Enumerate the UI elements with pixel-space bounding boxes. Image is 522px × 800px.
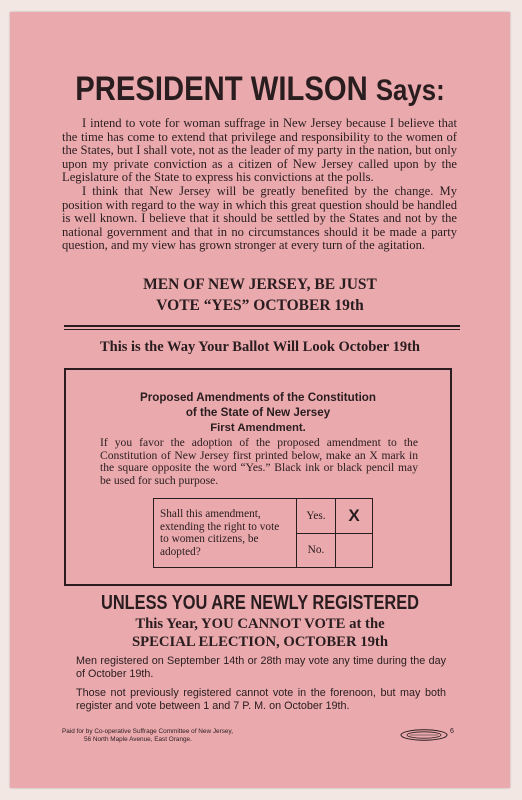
appeal-line-2: VOTE “YES” OCTOBER 19th	[156, 297, 364, 314]
printer-number: 6	[450, 728, 454, 735]
ballot-subtitle: First Amendment.	[210, 422, 306, 434]
union-label-icon	[400, 729, 448, 741]
sample-ballot	[64, 368, 452, 586]
yes-checkbox[interactable]: X	[336, 499, 373, 534]
registration-warning	[10, 615, 510, 651]
divider	[64, 325, 460, 327]
ballot-instructions: If you favor the adoption of the proposed amendment to the Constitution of New Jersey first printed below, make an X mark in the square opposite the word “Yes.” Black ink or black pencil may be used for such purpose.	[100, 436, 418, 487]
ballot-title-line-2: of the State of New Jersey	[185, 406, 331, 419]
title-main: PRESIDENT WILSON	[75, 70, 368, 108]
ballot-title	[66, 390, 450, 420]
quote-paragraph-2: I think that New Jersey will be greatly benefited by the change. My position with regard to the way in which this great question should be handled is well known. I believe that it should be settled by the States and not by the national government and that in no circumstances should it be made a party question, and my view has grown stronger at every turn of the agitation.	[62, 183, 457, 253]
ballot-heading: This is the Way Your Ballot Will Look October 19th	[100, 339, 420, 355]
appeal	[10, 274, 510, 316]
ballot-row-yes	[154, 499, 373, 534]
registration-warning-heading: UNLESS YOU ARE NEWLY REGISTERED	[100, 592, 420, 614]
registration-warning-line-1: This Year, YOU CANNOT VOTE at the	[135, 616, 385, 632]
registration-detail-1: Men registered on September 14th or 28th may vote any time during the day of October 19th.	[76, 655, 446, 681]
registration-details	[76, 655, 446, 719]
paid-for-line-1: Paid for by Co-operative Suffrage Committee of New Jersey,	[62, 728, 233, 735]
appeal-line-1: MEN OF NEW JERSEY, BE JUST	[143, 276, 377, 293]
ballot-question: Shall this amendment, extending the right to vote to women citizens, be adopted?	[154, 499, 297, 568]
paid-for-notice	[62, 728, 233, 744]
paid-for-line-2: 56 North Maple Avenue, East Orange.	[84, 736, 192, 743]
page-title	[45, 70, 475, 109]
quote-paragraph-1: I intend to vote for woman suffrage in New Jersey because I believe that the time has come to extend that privilege and responsibility to the women of the States, but I shall vote, not as the leader of my party in the nation, but only upon my private conviction as a citizen of New Jersey called upon by the Legislature of the State to express his convictions at the polls.	[62, 116, 457, 185]
no-label: No.	[297, 533, 336, 568]
registration-detail-2: Those not previously registered cannot vote in the forenoon, but may both register and vote between 1 and 7 P. M. on October 19th.	[76, 686, 446, 713]
yes-label: Yes.	[297, 499, 336, 534]
divider-thin	[64, 329, 460, 330]
quote-body	[62, 117, 457, 253]
ballot-title-line-1: Proposed Amendments of the Constitution	[140, 391, 376, 404]
title-suffix: Says:	[375, 74, 445, 107]
poster	[10, 12, 510, 788]
registration-warning-line-2: SPECIAL ELECTION, OCTOBER 19th	[131, 634, 388, 650]
no-checkbox[interactable]	[336, 533, 373, 568]
ballot-question-table	[153, 498, 373, 568]
